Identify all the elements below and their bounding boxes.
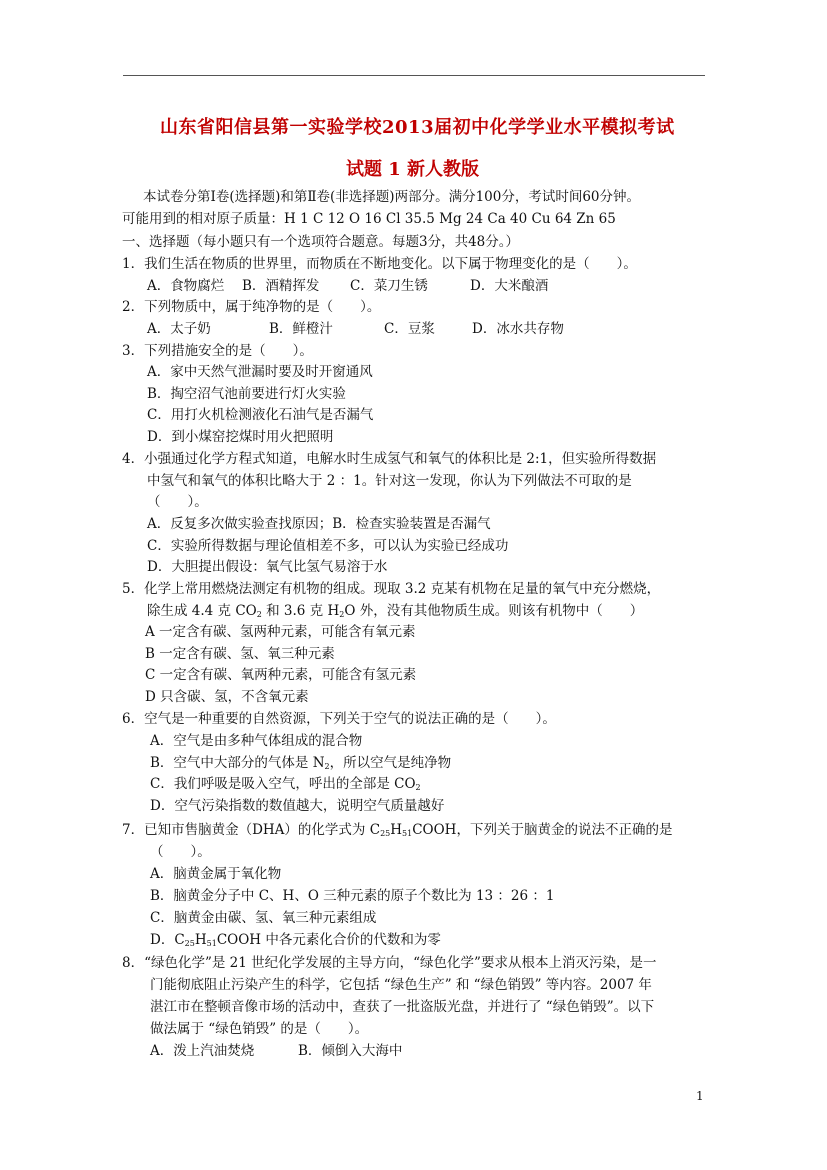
option: A．泼上汽油焚烧 [150,1043,255,1059]
option: A．脑黄金属于氧化物 [150,866,282,882]
question-4-stem: （ ）。 [147,494,208,510]
question-8-stem: 湛江市在整顿音像市场的活动中，查获了一批盗版光盘，并进行了 “绿色销毁”。以下 [150,999,655,1015]
option: C 一定含有碳、氧两种元素，可能含有氢元素 [145,667,417,683]
option: D．$C_{25}H_{51}COOH$ 中各元素化合价的代数和为零 [150,932,441,948]
question-3-stem: 3．下列措施安全的是（ ）。 [122,343,313,359]
option: C．豆浆 [384,321,435,337]
option: C．脑黄金由碳、氢、氧三种元素组成 [150,910,377,926]
option: B．脑黄金分子中 C、H、O 三种元素的原子个数比为 13 ：26 ：1 [150,888,555,904]
question-2-stem: 2．下列物质中，属于纯净物的是（ ）。 [122,299,381,315]
option: D 只含碳、氢，不含氧元素 [145,689,309,705]
page-number: 1 [696,1089,704,1103]
option: B．掏空沼气池前要进行灯火实验 [147,386,346,402]
option: D．大胆提出假设：氧气比氢气易溶于水 [147,559,388,575]
option: B．空气中大部分的气体是 $N_2$，所以空气是纯净物 [150,755,452,771]
question-1-options [147,277,548,295]
document-title: 山东省阳信县第一实验学校2013届初中化学学业水平模拟考试 [160,117,675,138]
option: A．家中天然气泄漏时要及时开窗通风 [147,364,373,380]
option: D．到小煤窑挖煤时用火把照明 [147,429,334,445]
atomic-mass-line: 可能用到的相对原子质量：H 1 C 12 O 16 Cl 35.5 Mg 24 Ca 40 Cu 64 Zn 65 [122,211,616,227]
header-rule [123,75,705,76]
option: A 一定含有碳、氢两种元素，可能含有氧元素 [145,624,416,640]
question-4-stem: 中氢气和氧气的体积比略大于 2 ：1。针对这一发现，你认为下列做法不可取的是 [147,473,632,489]
option: B．倾倒入大海中 [298,1043,403,1059]
option: C．用打火机检测液化石油气是否漏气 [147,407,374,423]
option: C．菜刀生锈 [350,278,428,294]
question-8-stem: 做法属于 “绿色销毁” 的是（ ）。 [150,1021,369,1037]
question-7-stem: （ ）。 [150,844,211,860]
option: D．大米酿酒 [470,278,549,294]
question-8-options [150,1042,402,1060]
question-1-stem: 1．我们生活在物质的世界里，而物质在不断地变化。以下属于物理变化的是（ ）。 [122,256,637,272]
option: B．酒精挥发 [242,278,320,294]
option: A．太子奶 [147,321,211,337]
section-heading: 一、选择题（每小题只有一个选项符合题意。每题3分，共48分。） [122,234,520,250]
option: A．空气是由多种气体组成的混合物 [150,733,363,749]
question-5-stem: 5．化学上常用燃烧法测定有机物的组成。现取 3.2 克某有机物在足量的氧气中充分燃烧， [122,581,661,597]
option: A．反复多次做实验查找原因；B．检查实验装置是否漏气 [147,516,491,532]
intro-line: 本试卷分第Ⅰ卷(选择题)和第Ⅱ卷(非选择题)两部分。满分100分，考试时间60分钟。 [143,189,641,205]
question-6-stem: 6．空气是一种重要的自然资源，下列关于空气的说法正确的是（ ）。 [122,711,556,727]
question-8-stem: 门能彻底阻止污染产生的科学，它包括 “绿色生产” 和 “绿色销毁” 等内容。2007 年 [150,977,652,993]
question-5-stem: 除生成 4.4 克 $CO_2$ 和 3.6 克 $H_2O$ 外，没有其他物质生成。则该有机物中（ ） [147,603,644,619]
option: D．空气污染指数的数值越大，说明空气质量越好 [150,798,445,814]
option: B．鲜橙汁 [269,321,333,337]
question-8-stem: 8．“绿色化学”是 21 世纪化学发展的主导方向，“绿色化学”要求从根本上消灭污染，是一 [122,955,657,971]
question-2-options [147,320,564,338]
document-subtitle: 试题 1 新人教版 [346,159,480,180]
question-7-stem: 7．已知市售脑黄金（DHA）的化学式为 $C_{25}H_{51}COOH$，下列关于脑黄金的说法不正确的是 [122,822,673,838]
option: B 一定含有碳、氢、氧三种元素 [145,646,335,662]
option: D．冰水共存物 [472,321,564,337]
option: C．实验所得数据与理论值相差不多，可以认为实验已经成功 [147,538,509,554]
option: C．我们呼吸是吸入空气，呼出的全部是 $CO_2$ [150,776,421,792]
option: A．食物腐烂 [147,278,225,294]
question-4-stem: 4．小强通过化学方程式知道，电解水时生成氢气和氧气的体积比是 2:1，但实验所得数据 [122,451,657,467]
